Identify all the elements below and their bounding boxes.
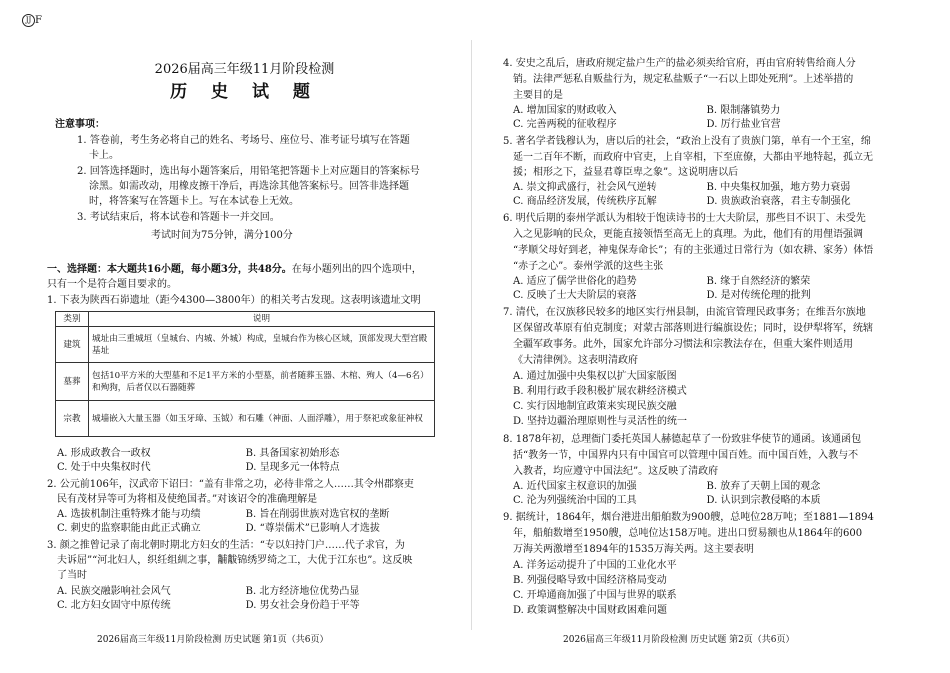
q5-stem-2: 延一二百年不断，而政府中官吏，上自宰相，下至庶僚，大都由平地特起，孤立无 — [513, 152, 873, 163]
q7-stem-3: 全疆军政事务。此外，国家允许部分习惯法和宗教法存在，但重大案件则适用 — [513, 339, 853, 350]
q2-stem-1: 2. 公元前106年，汉武帝下诏曰：“盖有非常之功，必待非常之人……其令州郡察吏 — [47, 479, 414, 490]
q5-options — [513, 181, 908, 209]
section-heading-rest: 在每小题列出的四个选项中， — [291, 264, 422, 275]
table-cell-cat: 宗教 — [56, 401, 89, 437]
footer-left: 2026届高三年级11月阶段检测 历史试题 第1页（共6页） — [97, 635, 329, 645]
notice-line-2: 卡上。 — [89, 150, 119, 161]
option: B. 放弃了天朝上国的观念 — [706, 481, 821, 492]
q2-options — [57, 508, 442, 536]
q1-stem: 1. 下表为陕西石峁遗址（距今4300—3800年）的相关考古发现。这表明该遗址文明 — [47, 295, 421, 306]
q6-stem-4: “赤子之心”。泰州学派的这些主张 — [513, 261, 664, 272]
option: D. 贵族政治衰落，君主专制强化 — [706, 196, 851, 207]
q5-stem-1: 5. 著名学者钱穆认为，唐以后的社会，“政治上没有了贵族门第，单有一个王室，绵 — [503, 136, 871, 147]
option: A. 崇文抑武盛行，社会风气逆转 — [513, 182, 657, 193]
subject-title: 历 史 试 题 — [170, 82, 319, 102]
q9-stem-1: 9. 据统计，1864年，烟台港进出船舶数为900艘，总吨位28万吨；至1881—1894 — [503, 512, 874, 523]
q4-stem-3: 主要目的是 — [513, 90, 563, 101]
q4-stem-1: 4. 安史之乱后，唐政府规定盐户生产的盐必须卖给官府，再由官府转售给商人分 — [503, 58, 856, 69]
option: A. 近代国家主权意识的加强 — [513, 481, 637, 492]
option: B. 中央集权加强，地方势力衰弱 — [706, 182, 851, 193]
option: C. 完善两税的征收程序 — [513, 119, 617, 130]
q7-stem-2: 区保留改革原有伯克制度；对蒙古部落则进行编旗设佐；同时，设伊犁将军，统辖 — [513, 323, 873, 334]
option: D. 认识到宗教侵略的本质 — [706, 495, 821, 506]
option: D. 男女社会身份趋于平等 — [245, 600, 360, 611]
notice-heading: 注意事项： — [55, 119, 105, 130]
page-divider — [471, 40, 472, 630]
q4-options — [513, 104, 908, 132]
q5-stem-3: 援；相形之下，益显君尊臣卑之象”。这说明唐以后 — [513, 167, 739, 178]
table-row — [56, 327, 435, 363]
table-cell-cat: 墓葬 — [56, 363, 89, 401]
option: C. 商品经济发展，传统秩序瓦解 — [513, 196, 657, 207]
q2-stem-2: 民有茂材异等可为将相及使绝国者。”对该诏令的准确理解是 — [57, 494, 318, 505]
option: C. 反映了士大夫阶层的衰落 — [513, 290, 637, 301]
option: A. 选拔机制注重特殊才能与功绩 — [57, 509, 201, 520]
option: B. 限制藩镇势力 — [706, 105, 781, 116]
notice-line-6: 3. 考试结束后，将本试卷和答题卡一并交回。 — [77, 212, 280, 223]
q7-option-b: B. 利用行政手段积极扩展农耕经济模式 — [513, 386, 687, 397]
option: C. 北方妇女固守中原传统 — [57, 600, 171, 611]
table-row — [56, 363, 435, 401]
section-heading-bold: 一、选择题：本大题共16小题，每小题3分，共48分。 — [47, 264, 292, 275]
q1-options — [57, 447, 442, 475]
corner-letter: F — [35, 15, 42, 26]
option: B. 北方经济地位优势凸显 — [245, 586, 360, 597]
table-cell-desc: 城墙嵌入大量玉器（如玉牙璋、玉钺）和石雕（神面、人面浮雕），用于祭祀或象征神权 — [89, 401, 435, 437]
option: C. 刺史的监察职能由此正式确立 — [57, 523, 201, 534]
time-line: 考试时间为75分钟，满分100分 — [151, 230, 293, 241]
q6-stem-2: 入之见影响的民众，更能直接领悟至高无上的真理。为此，他们有的用俚语强调 — [513, 229, 863, 240]
notice-line-4: 涂黑。如需改动，用橡皮擦干净后，再选涂其他答案标号。回答非选择题 — [89, 181, 409, 192]
option: B. 具备国家初始形态 — [245, 448, 340, 459]
q9-stem-2: 年，船舶数增至1950艘，总吨位达158万吨。进出口贸易额也从1864年的600 — [513, 528, 863, 539]
q3-options — [57, 585, 442, 613]
q7-option-d: D. 坚持边疆治理原则性与灵活性的统一 — [513, 416, 688, 427]
q9-option-a: A. 洋务运动提升了中国的工业化水平 — [513, 560, 677, 571]
table-cell-desc: 包括10平方米的大型墓和不足1平方米的小型墓，前者随葬玉器、木棺、殉人（4—6名）和殉狗，后者仅以石器随葬 — [89, 363, 435, 401]
option: A. 增加国家的财政收入 — [513, 105, 617, 116]
q8-stem-2: 括“教务一节，中国界内只有中国官可以管理中国百姓。而中国百姓，入教与不 — [513, 450, 859, 461]
table-header-desc: 说明 — [89, 312, 435, 327]
q8-stem-3: 入教者，均应遵守中国法纪”。这反映了清政府 — [513, 466, 719, 477]
table-header-row — [56, 312, 435, 327]
q3-stem-1: 3. 颜之推曾记录了南北朝时期北方妇女的生活：“专以妇持门户……代子求官，为 — [47, 540, 405, 551]
option: D. 厉行盐业官营 — [706, 119, 781, 130]
notice-line-3: 2. 回答选择题时，选出每小题答案后，用铅笔把答题卡上对应题目的答案标号 — [77, 166, 420, 177]
left-page — [47, 0, 442, 673]
option: C. 处于中央集权时代 — [57, 462, 151, 473]
table-row — [56, 401, 435, 437]
q9-option-d: D. 政策调整解决中国财政困难问题 — [513, 605, 668, 616]
corner-circle: JJ — [22, 14, 35, 27]
q3-stem-3: 了当时 — [57, 570, 87, 581]
q4-stem-2: 销。法律严惩私自贩盐行为，规定私盐贩子“一石以上即处死刑”。上述举措的 — [513, 74, 854, 85]
archaeology-table — [55, 311, 435, 437]
option: C. 沦为列强统治中国的工具 — [513, 495, 637, 506]
q6-stem-1: 6. 明代后期的泰州学派认为相较于饱读诗书的士大夫阶层，那些目不识丁、未受先 — [503, 213, 866, 224]
q9-stem-3: 万海关两激增至1894年的1535万海关两。这主要表明 — [513, 544, 754, 555]
option: D. “尊崇儒术”已影响人才选拔 — [245, 523, 380, 534]
q6-options — [513, 275, 908, 303]
exam-title: 2026届高三年级11月阶段检测 — [154, 62, 335, 77]
option: A. 民族交融影响社会风气 — [57, 586, 171, 597]
option: D. 是对传统伦理的批判 — [706, 290, 811, 301]
notice-line-1: 1. 答卷前，考生务必将自己的姓名、考场号、座位号、准考证号填写在答题 — [77, 135, 410, 146]
q7-option-a: A. 通过加强中央集权以扩大国家版图 — [513, 371, 677, 382]
table-header-cat: 类别 — [56, 312, 89, 327]
q9-option-c: C. 开埠通商加强了中国与世界的联系 — [513, 590, 677, 601]
notice-line-5: 时，将答案写在答题卡上。写在本试卷上无效。 — [89, 196, 299, 207]
page-corner-mark — [22, 14, 42, 27]
option: A. 形成政教合一政权 — [57, 448, 151, 459]
q9-option-b: B. 列强侵略导致中国经济格局变动 — [513, 575, 667, 586]
section-heading — [47, 262, 422, 277]
q8-options — [513, 480, 908, 508]
q6-stem-3: “孝顺父母好到老，神鬼保寿命长”；有的主张通过日常行为（如农耕、家务）体悟 — [513, 245, 874, 256]
option: A. 适应了儒学世俗化的趋势 — [513, 276, 637, 287]
option: D. 呈现多元一体特点 — [245, 462, 340, 473]
footer-right: 2026届高三年级11月阶段检测 历史试题 第2页（共6页） — [563, 635, 795, 645]
option: B. 旨在削弱世族对选官权的垄断 — [245, 509, 390, 520]
q7-option-c: C. 实行因地制宜政策来实现民族交融 — [513, 401, 677, 412]
q7-stem-4: 《大清律例》。这表明清政府 — [513, 355, 638, 366]
table-cell-cat: 建筑 — [56, 327, 89, 363]
q7-stem-1: 7. 清代，在汉族移民较多的地区实行州县制，由流官管理民政事务；在维吾尔族地 — [503, 307, 866, 318]
table-cell-desc: 城址由三重城垣（皇城台、内城、外城）构成，皇城台作为核心区域，顶部发现大型宫殿基址 — [89, 327, 435, 363]
q8-stem-1: 8. 1878年初，总理衙门委托英国人赫德起草了一份致驻华使节的通函。该通函包 — [503, 434, 862, 445]
option: B. 缘于自然经济的繁荣 — [706, 276, 811, 287]
section-heading-line2: 只有一个是符合题目要求的。 — [47, 279, 177, 290]
right-page — [503, 0, 908, 673]
q3-stem-2: 夫诉屈”“河北妇人，织纴组紃之事，黼黻锦绣罗绮之工，大优于江东也”。这反映 — [57, 555, 413, 566]
